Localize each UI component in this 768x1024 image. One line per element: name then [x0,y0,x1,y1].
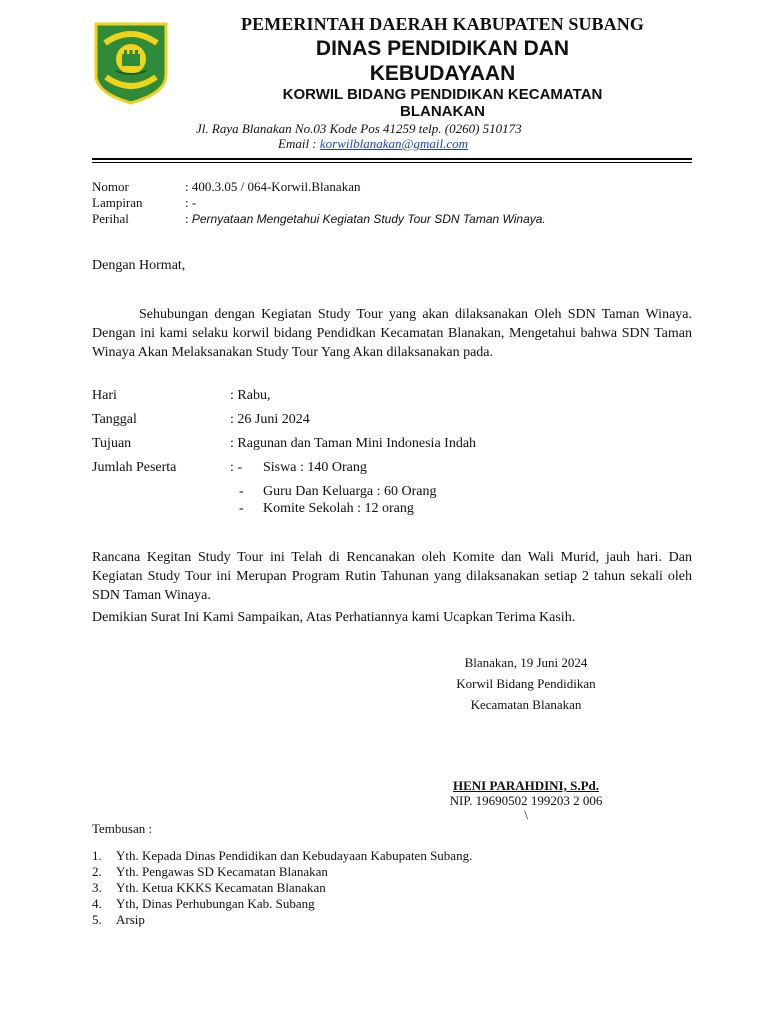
letterhead-divider-thick [92,158,692,160]
paragraph-plan: Rancana Kegitan Study Tour ini Telah di Rencanakan oleh Komite dan Wali Murid, jauh hari. Dan Kegiatan Study Tour ini Merupan Program Rutin Tahunan yang dilaksanakan setiap 2 tahun sekali oleh SDN Taman Winaya. [92,550,692,603]
letterhead-agency [180,36,705,86]
list-dash: - [239,484,244,499]
signature-title-line1: Korwil Bidang Pendidikan [456,676,596,691]
list-item [92,896,472,912]
tembusan-label: Tembusan : [92,821,153,836]
paragraph-intro: Sehubungan dengan Kegiatan Study Tour yang akan dilaksanakan Oleh SDN Taman Winaya. Dengan ini kami selaku korwil bidang Pendidkan Kecamatan Blanakan, Mengetahui bahwa SDN Taman Winaya Akan Melaksanakan Study Tour Yang Akan dilaksanakan pada. [92,307,692,360]
tujuan-value: : Ragunan dan Taman Mini Indonesia Indah [230,436,477,451]
letterhead-address: Jl. Raya Blanakan No.03 Kode Pos 41259 telp. (0260) 510173 [196,121,522,136]
nomor-value: : 400.3.05 / 064-Korwil.Blanakan [185,179,361,194]
tanggal-value: : 26 Juni 2024 [230,412,310,427]
list-item-text: Arsip [116,912,145,927]
list-item [92,880,472,896]
nomor-label: Nomor [92,179,129,194]
letterhead-office [180,86,705,120]
greeting: Dengan Hormat, [92,258,186,273]
signatory-nip: NIP. 19690502 199203 2 006 [449,793,603,808]
tembusan-list [92,848,472,928]
letterhead-government: PEMERINTAH DAERAH KABUPATEN SUBANG [241,14,644,34]
letterhead-office-line2: BLANAKAN [400,103,485,120]
peserta-colon: : - [230,460,243,475]
peserta-item: Komite Sekolah : 12 orang [263,501,414,516]
hari-label: Hari [92,388,117,403]
paragraph-closing: Demikian Surat Ini Kami Sampaikan, Atas Perhatiannya kami Ucapkan Terima Kasih. [92,610,576,625]
peserta-label: Jumlah Peserta [92,460,177,475]
list-item [92,864,472,880]
list-item [92,912,472,928]
signatory-name: HENI PARAHDINI, S.Pd. [452,778,600,793]
list-item-number: 2. [92,864,102,879]
list-dash: - [239,501,244,516]
lampiran-value: : - [185,195,197,210]
list-item-text: Yth. Pengawas SD Kecamatan Blanakan [116,864,328,879]
letterhead-email [278,136,468,152]
list-item-text: Yth, Dinas Perhubungan Kab. Subang [116,896,315,911]
tanggal-label: Tanggal [92,412,137,427]
lampiran-label: Lampiran [92,195,143,210]
letterhead-divider-thin [92,162,692,163]
perihal-value [185,211,546,227]
letterhead-office-line1: KORWIL BIDANG PENDIDIKAN KECAMATAN [282,86,603,103]
list-item-number: 5. [92,912,102,927]
list-item-text: Yth. Kepada Dinas Pendidikan dan Kebudayaan Kabupaten Subang. [116,848,473,863]
perihal-text: Pernyataan Mengetahui Kegiatan Study Tour SDN Taman Winaya. [191,212,546,226]
regency-logo [92,21,170,105]
tujuan-label: Tujuan [92,436,132,451]
list-item-number: 1. [92,848,102,863]
list-item-number: 3. [92,880,102,895]
perihal-label: Perihal [92,211,129,226]
stray-backslash: \ [524,807,528,822]
peserta-item: Siswa : 140 Orang [263,460,367,475]
perihal-colon: : [185,211,192,226]
list-item [92,848,472,864]
list-item-number: 4. [92,896,102,911]
letterhead-agency-line1: DINAS PENDIDIKAN DAN [315,37,570,60]
peserta-item: Guru Dan Keluarga : 60 Orang [263,484,437,499]
email-link[interactable]: korwilblanakan@gmail.com [319,136,468,151]
email-label: Email : [278,136,320,151]
letterhead-agency-line2: KEBUDAYAAN [369,62,516,85]
signature-place-date: Blanakan, 19 Juni 2024 [464,655,588,670]
hari-value: : Rabu, [230,388,271,403]
list-item-text: Yth. Ketua KKKS Kecamatan Blanakan [116,880,326,895]
signature-title-line2: Kecamatan Blanakan [470,697,582,712]
